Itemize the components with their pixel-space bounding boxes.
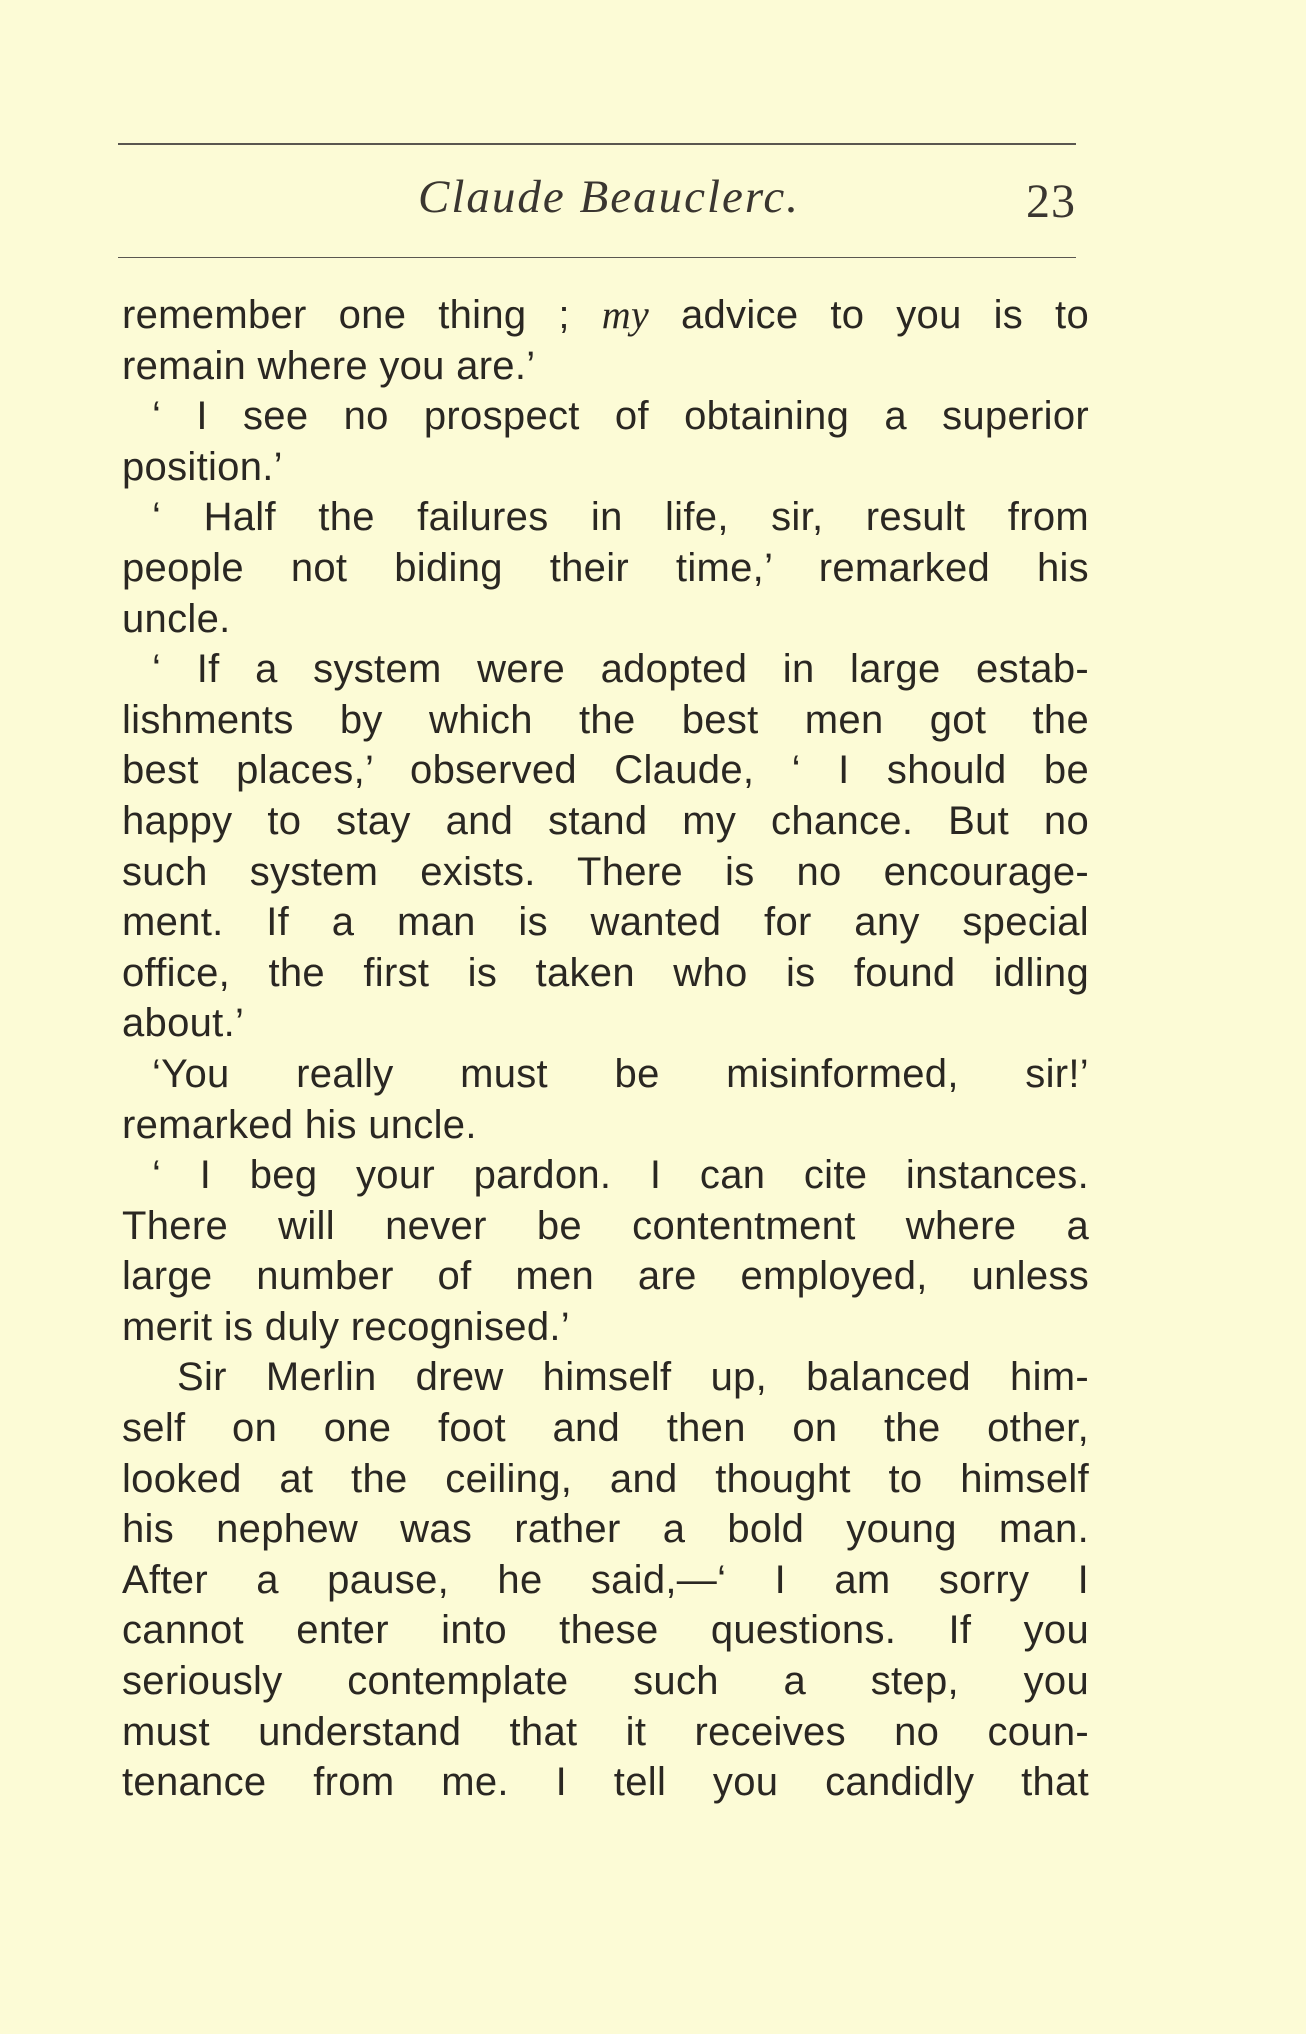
text-line: uncle.: [122, 596, 231, 641]
header-rule-bottom: [118, 257, 1076, 258]
text-line: merit is duly recognised.’: [122, 1304, 570, 1349]
text-line: ‘ I see no prospect of obtaining a superior: [152, 394, 1089, 439]
text-line: must understand that it receives no coun-: [122, 1709, 1089, 1754]
text-line: happy to stay and stand my chance. But no: [122, 798, 1089, 843]
text-line: lishments by which the best men got the: [122, 697, 1089, 742]
text-line: people not biding their time,’ remarked his: [122, 545, 1089, 590]
text-line: ‘ Half the failures in life, sir, result from: [152, 495, 1089, 540]
text-line: remember one thing ; my advice to you is to: [122, 292, 1089, 337]
emphasis-my: my: [601, 292, 650, 337]
text-line: his nephew was rather a bold young man.: [122, 1507, 1089, 1552]
text-line: position.’: [122, 444, 283, 489]
text-line: Sir Merlin drew himself up, balanced him-: [177, 1355, 1089, 1400]
text-line: remain where you are.’: [122, 343, 536, 388]
text-line: ment. If a man is wanted for any special: [122, 900, 1089, 945]
text-line: tenance from me. I tell you candidly that: [122, 1760, 1089, 1805]
text-line: best places,’ observed Claude, ‘ I should be: [122, 748, 1089, 793]
body-text: [122, 290, 1089, 1808]
running-head-title: Claude Beauclerc.: [418, 171, 801, 223]
text-line: large number of men are employed, unless: [122, 1254, 1089, 1299]
text-line: such system exists. There is no encourage-: [122, 849, 1089, 894]
page-number: 23: [1026, 175, 1076, 228]
text-line: cannot enter into these questions. If you: [122, 1608, 1089, 1653]
text-line: ‘ If a system were adopted in large estab-: [152, 647, 1089, 692]
text-line: looked at the ceiling, and thought to himself: [122, 1456, 1089, 1501]
text-line: ‘You really must be misinformed, sir!’: [152, 1051, 1089, 1096]
text-line: There will never be contentment where a: [122, 1203, 1089, 1248]
header-rule-top: [118, 143, 1076, 145]
running-head: [118, 170, 1076, 240]
text-line: remarked his uncle.: [122, 1102, 477, 1147]
text-line: self on one foot and then on the other,: [122, 1406, 1089, 1451]
text-line: office, the first is taken who is found idling: [122, 950, 1089, 995]
text-line: seriously contemplate such a step, you: [122, 1659, 1089, 1704]
text-line: After a pause, he said,—‘ I am sorry I: [122, 1557, 1089, 1602]
text-line: about.’: [122, 1001, 245, 1046]
text-line: ‘ I beg your pardon. I can cite instances.: [152, 1153, 1089, 1198]
